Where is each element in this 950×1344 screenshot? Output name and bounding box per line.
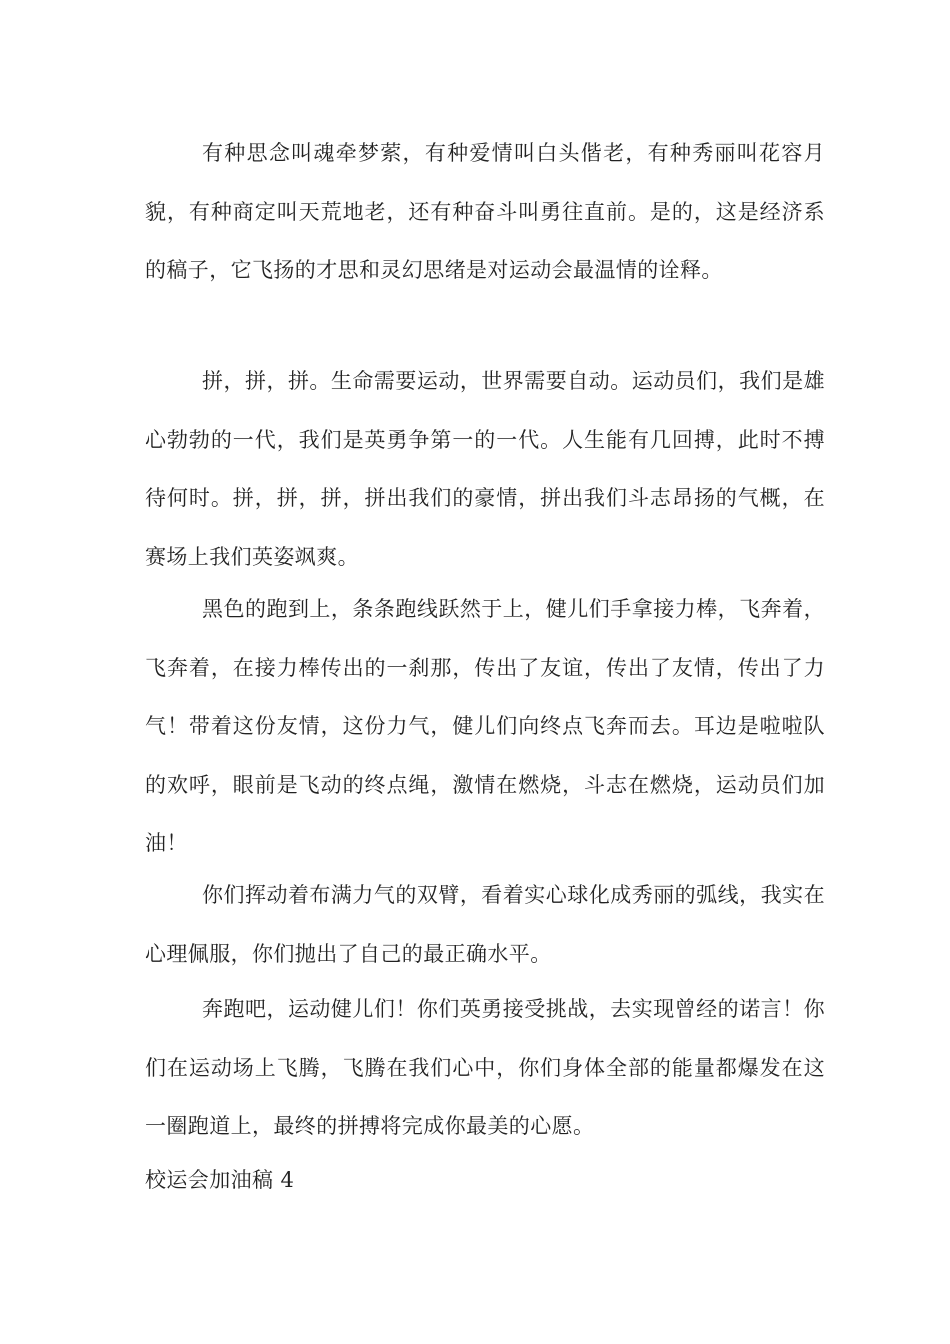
paragraph-4: 你们挥动着布满力气的双臂，看着实心球化成秀丽的弧线，我实在心理佩服，你们抛出了自己的最正确水平。 bbox=[145, 883, 825, 966]
section-heading: 校运会加油稿 4 bbox=[145, 1168, 295, 1192]
paragraph-2: 拼，拼，拼。生命需要运动，世界需要自动。运动员们，我们是雄心勃勃的一代，我们是英勇争第一的一代。人生能有几回搏，此时不搏待何时。拼，拼，拼，拼出我们的豪情，拼出我们斗志昂扬的气概，在赛场上我们英姿飒爽。 bbox=[145, 369, 825, 569]
paragraph-5: 奔跑吧，运动健儿们！你们英勇接受挑战，去实现曾经的诺言！你们在运动场上飞腾，飞腾在我们心中，你们身体全部的能量都爆发在这一圈跑道上，最终的拼搏将完成你最美的心愿。 bbox=[145, 997, 825, 1138]
paragraph-3: 黑色的跑到上，条条跑线跃然于上，健儿们手拿接力棒，飞奔着，飞奔着，在接力棒传出的一刹那，传出了友谊，传出了友情，传出了力气！带着这份友情，这份力气，健儿们向终点飞奔而去。耳边是啦啦队的欢呼，眼前是飞动的终点绳，激情在燃烧，斗志在燃烧，运动员们加油！ bbox=[145, 597, 825, 855]
paragraph-1: 有种思念叫魂牵梦萦，有种爱情叫白头偕老，有种秀丽叫花容月貌，有种商定叫天荒地老，还有种奋斗叫勇往直前。是的，这是经济系的稿子，它飞扬的才思和灵幻思绪是对运动会最温情的诠释。 bbox=[145, 141, 825, 282]
